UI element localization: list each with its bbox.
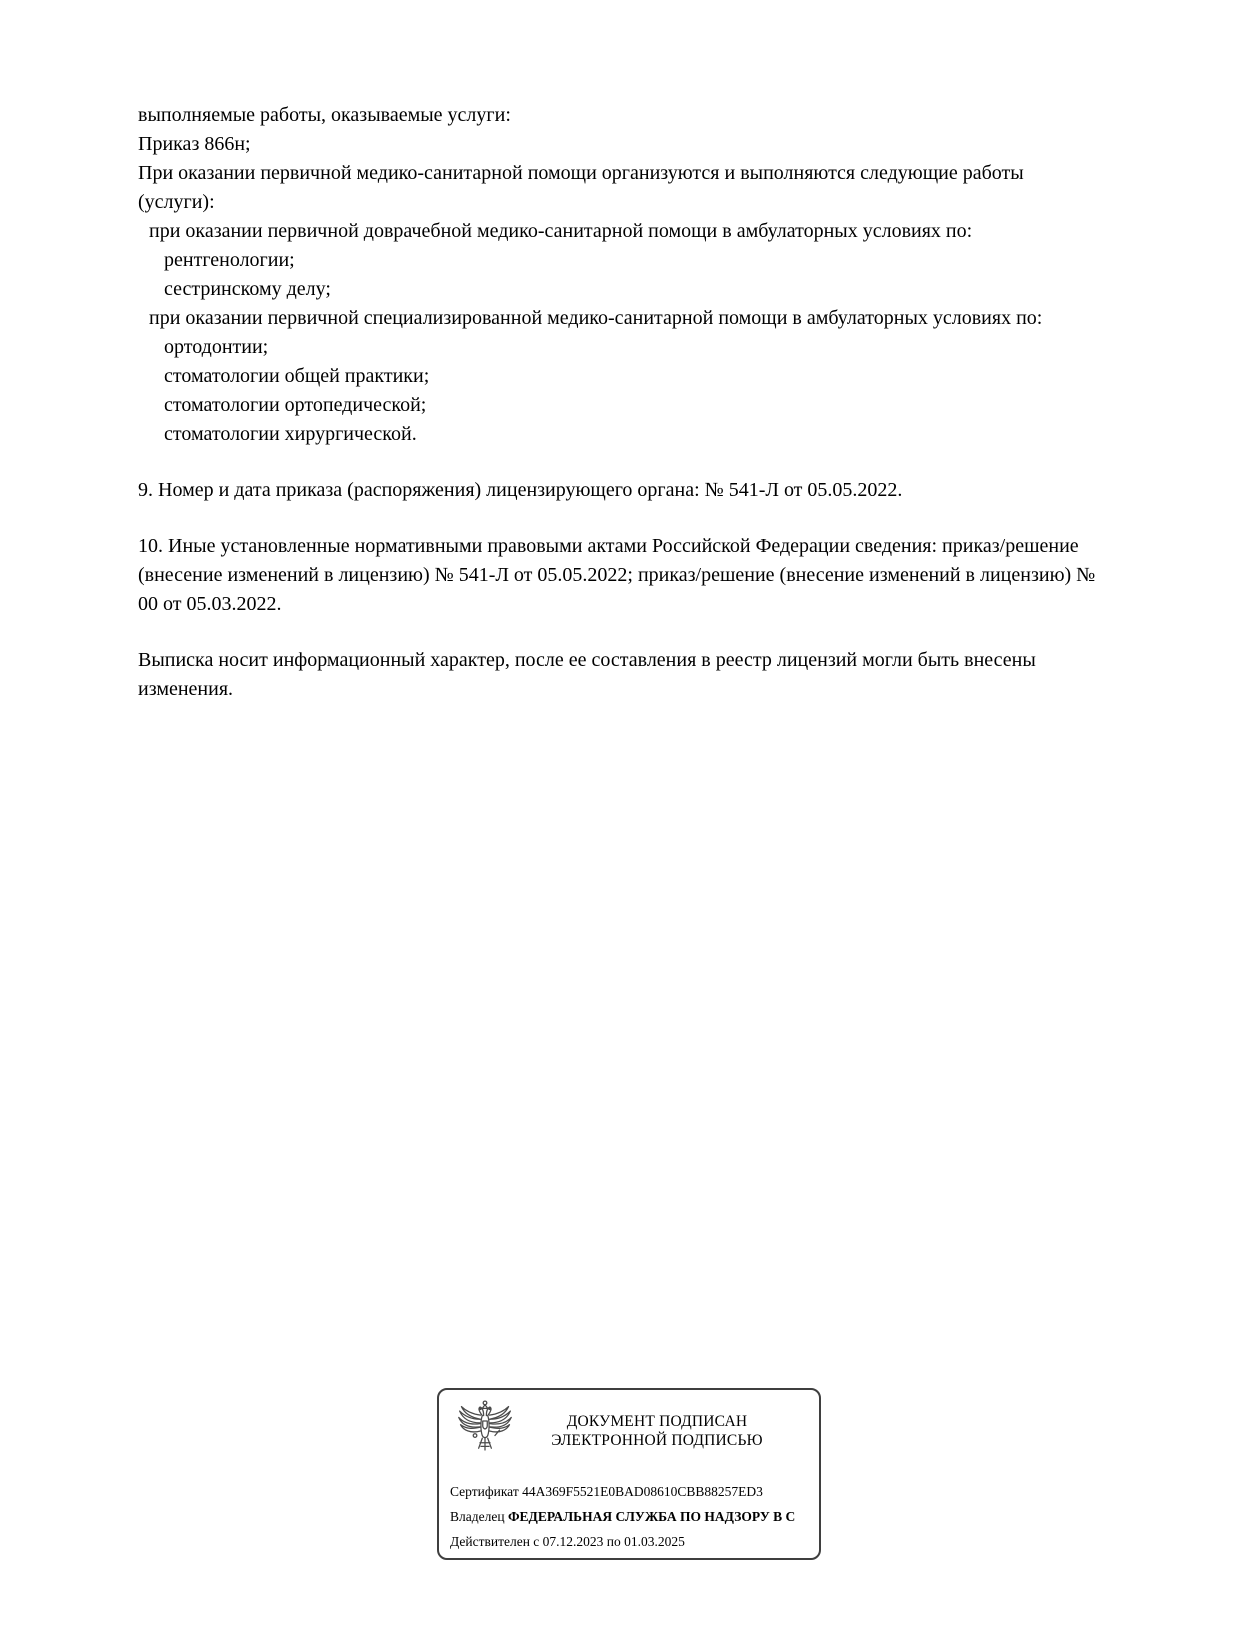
specialized-care-paragraph: при оказании первичной специализированной медико-санитарной помощи в амбулаторных условиях по: [149, 307, 1043, 329]
certificate-value: 44A369F5521E0BAD08610CBB88257ED3 [522, 1484, 763, 1499]
service-item-orthopedic-dentistry: стоматологии ортопедической; [164, 394, 427, 416]
services-heading-line: выполняемые работы, оказываемые услуги: [138, 104, 511, 126]
certificate-label: Сертификат [450, 1484, 519, 1499]
service-item-surgical-dentistry: стоматологии хирургической. [164, 423, 417, 445]
item-9-order-number: 9. Номер и дата приказа (распоряжения) лицензирующего органа: № 541-Л от 05.05.2022. [138, 479, 903, 501]
stamp-header [450, 1399, 808, 1463]
document-body [138, 101, 1104, 704]
coat-of-arms-icon [456, 1399, 514, 1463]
validity-line: Действителен с 07.12.2023 по 01.03.2025 [450, 1534, 685, 1549]
stamp-title [514, 1412, 808, 1450]
pre-medical-care-paragraph: при оказании первичной доврачебной медико-санитарной помощи в амбулаторных условиях по: [149, 220, 973, 242]
primary-care-paragraph: При оказании первичной медико-санитарной помощи организуются и выполняются следующие работы (услуги): [138, 162, 1024, 213]
order-866n-line: Приказ 866н; [138, 133, 251, 155]
disclaimer-paragraph: Выписка носит информационный характер, после ее составления в реестр лицензий могли быть внесены изменения. [138, 649, 1036, 700]
item-10-other-info: 10. Иные установленные нормативными правовыми актами Российской Федерации сведения: приказ/решение (внесение изменений в лицензию) № 541-Л от 05.05.2022; приказ/решение (внесение изменений в лицензию) № 00 от 05.03.2022. [138, 535, 1096, 615]
owner-label: Владелец [450, 1509, 505, 1524]
owner-line [450, 1504, 808, 1529]
signature-stamp [437, 1388, 821, 1560]
certificate-line [450, 1479, 808, 1504]
service-item-general-dentistry: стоматологии общей практики; [164, 365, 430, 387]
stamp-title-line1: ДОКУМЕНТ ПОДПИСАН [566, 1413, 748, 1430]
service-item-orthodontics: ортодонтии; [164, 336, 269, 358]
service-item-radiology: рентгенологии; [164, 249, 295, 271]
stamp-title-line2: ЭЛЕКТРОННОЙ ПОДПИСЬЮ [551, 1432, 763, 1449]
owner-value: ФЕДЕРАЛЬНАЯ СЛУЖБА ПО НАДЗОРУ В С [507, 1509, 796, 1524]
stamp-details [450, 1479, 808, 1554]
service-item-nursing: сестринскому делу; [164, 278, 331, 300]
